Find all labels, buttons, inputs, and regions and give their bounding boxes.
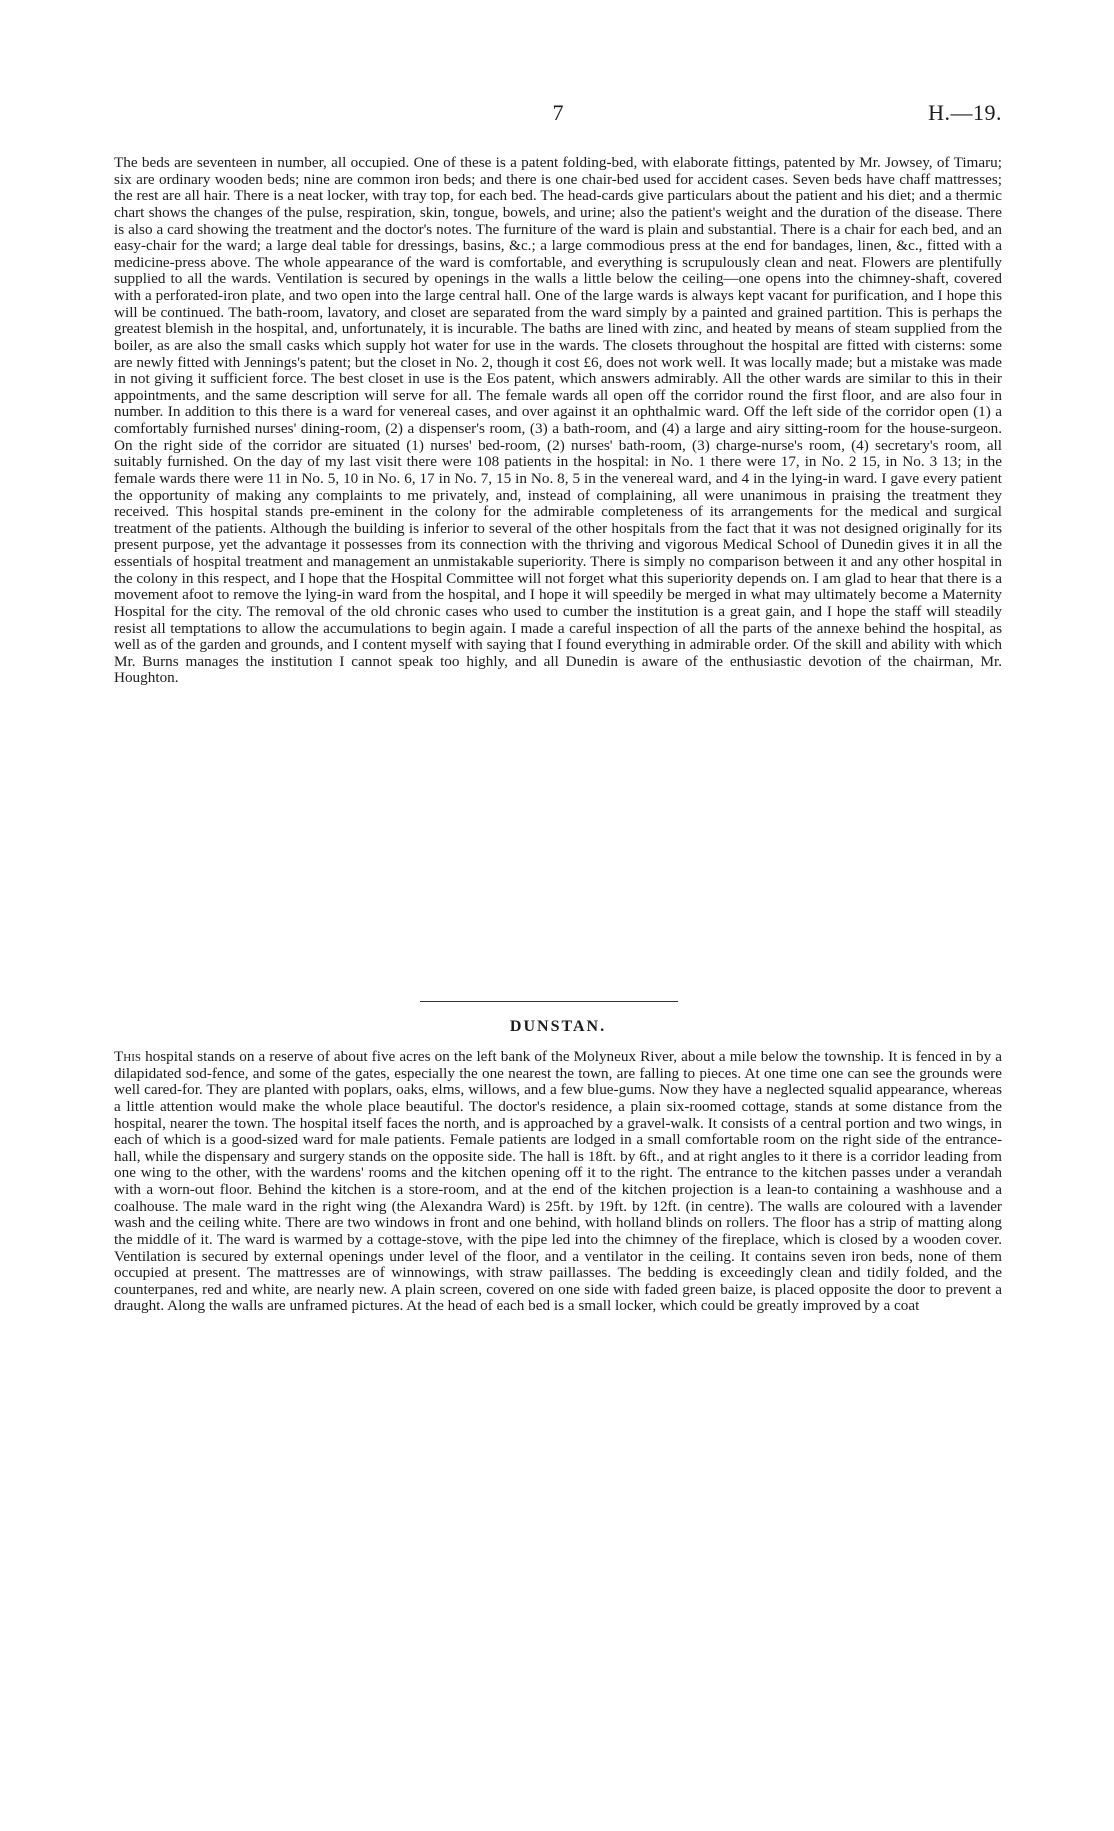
document-reference: H.—19. (928, 100, 1002, 125)
page-number: 7 (552, 100, 564, 125)
paragraph-lead-word: This (114, 1048, 142, 1065)
body-paragraph: The beds are seventeen in number, all occupied. One of these is a patent folding-bed, with elaborate fittings, patented by Mr. Jowsey, of Timaru; six are ordinary wooden beds; nine are common iron beds; and there is one chair-bed used for accident cases. Seven beds have chaff mattresses; the rest are all hair. There is a neat locker, with tray top, for each bed. The head-cards give particulars about the patient and his diet; and a thermic chart shows the changes of the pulse, respiration, skin, tongue, bowels, and urine; also the patient's weight and the duration of the disease. There is also a card showing the treatment and the doctor's notes. The furniture of the ward is plain and substantial. There is a chair for each bed, and an easy-chair for the ward; a large deal table for dressings, basins, &c.; a large commodious press at the end for bandages, linen, &c., fitted with a medicine-press above. The whole appearance of the ward is comfortable, and everything is scrupulously clean and neat. Flowers are plentifully supplied to all the wards. Ventilation is secured by openings in the walls a little below the ceiling—one opens into the chimney-shaft, covered with a perforated-iron plate, and two open into the large central hall. One of the large wards is always kept vacant for purification, and I hope this will be continued. The bath-room, lavatory, and closet are separated from the ward simply by a painted and grained partition. This is perhaps the greatest blemish in the hospital, and, unfortunately, it is incurable. The baths are lined with zinc, and heated by means of steam supplied from the boiler, as are also the small casks which supply hot water for use in the wards. The closets throughout the hospital are fitted with cisterns: some are newly fitted with Jennings's patent; but the closet in No. 2, though it cost £6, does not work well. It was locally made; but a mistake was made in not giving it sufficient force. The best closet in use is the Eos patent, which answers admirably. All the other wards are similar to this in their appointments, and the same description will serve for all. The female wards all open off the corridor round the first floor, and are also four in number. In addition to this there is a ward for venereal cases, and over against it an ophthalmic ward. Off the left side of the corridor open (1) a comfortably furnished nurses' dining-room, (2) a dispenser's room, (3) a bath-room, and (4) a large and airy sitting-room for the house-surgeon. On the right side of the corridor are situated (1) nurses' bed-room, (2) nurses' bath-room, (3) charge-nurse's room, (4) secretary's room, all suitably furnished. On the day of my last visit there were 108 patients in the hospital: in No. 1 there were 17, in No. 2 15, in No. 3 13; in the female wards there were 11 in No. 5, 10 in No. 6, 17 in No. 7, 15 in No. 8, 5 in the venereal ward, and 4 in the lying-in ward. I gave every patient the opportunity of making any complaints to me privately, and, instead of complaining, all were unanimous in praising the treatment they received. This hospital stands pre-eminent in the colony for the admirable completeness of its arrangements for the medical and surgical treatment of the patients. Although the building is inferior to several of the other hospitals from the fact that it was not designed originally for its present purpose, yet the advantage it possesses from its connection with the thriving and vigorous Medical School of Dunedin gives it in all the essentials of hospital treatment and management an unmistakable superiority. There is simply no comparison between it and any other hospital in the colony in this respect, and I hope that the Hospital Committee will not forget what this superiority depends on. I am glad to hear that there is a movement afoot to remove the lying-in ward from the hospital, and I hope it will speedily be merged in what may ultimately become a Maternity Hospital for the city. The removal of the old chronic cases who used to cumber the institution is a great gain, and I hope the staff will steadily resist all temptations to allow the accumulations to begin again. I made a careful inspection of all the parts of the annexe behind the hospital, as well as of the garden and grounds, and I content myself with saying that I found everything in admirable order. Of the skill and ability with which Mr. Burns manages the institution I cannot speak too highly, and all Dunedin is aware of the enthusiastic devotion of the chairman, Mr. Houghton. (114, 154, 1002, 687)
body-paragraph (114, 1049, 1002, 1315)
page-header (114, 100, 1002, 134)
paragraph-text: hospital stands on a reserve of about five acres on the left bank of the Molyneux River, about a mile below the township. It is fenced in by a dilapidated sod-fence, and some of the gates, especially the one nearest the town, are falling to pieces. At one time one can see the grounds were well cared-for. They are planted with poplars, oaks, elms, willows, and a few blue-gums. Now they have a neglected squalid appearance, whereas a little attention would make the whole place beautiful. The doctor's residence, a plain six-roomed cottage, stands at some distance from the hospital, nearer the town. The hospital itself faces the north, and is approached by a gravel-walk. It consists of a central portion and two wings, in each of which is a good-sized ward for male patients. Female patients are lodged in a small comfortable room on the right side of the entrance-hall, while the dispensary and surgery stands on the opposite side. The hall is 18ft. by 6ft., and at right angles to it there is a corridor leading from one wing to the other, with the wardens' rooms and the kitchen opening off it to the right. The entrance to the kitchen passes under a verandah with a worn-out floor. Behind the kitchen is a store-room, and at the end of the kitchen projection is a lean-to containing a washhouse and a coalhouse. The male ward in the right wing (the Alexandra Ward) is 25ft. by 19ft. by 12ft. (in centre). The walls are coloured with a lavender wash and the ceiling white. There are two windows in front and one behind, with holland blinds on rollers. The floor has a strip of matting along the middle of it. The ward is warmed by a cottage-stove, with the pipe led into the chimney of the fireplace, which is closed by a wooden cover. Ventilation is secured by external openings under level of the floor, and a ventilator in the ceiling. It contains seven iron beds, none of them occupied at present. The mattresses are of winnowings, with straw paillasses. The bedding is exceedingly clean and tidily folded, and the counterpanes, red and white, are nearly new. A plain screen, covered on one side with faded green baize, is placed opposite the door to prevent a draught. Along the walls are unframed pictures. At the head of each bed is a small locker, which could be greatly improved by a coat (114, 1048, 1002, 1315)
section-divider (420, 1001, 678, 1002)
section-heading: DUNSTAN. (509, 1018, 607, 1035)
